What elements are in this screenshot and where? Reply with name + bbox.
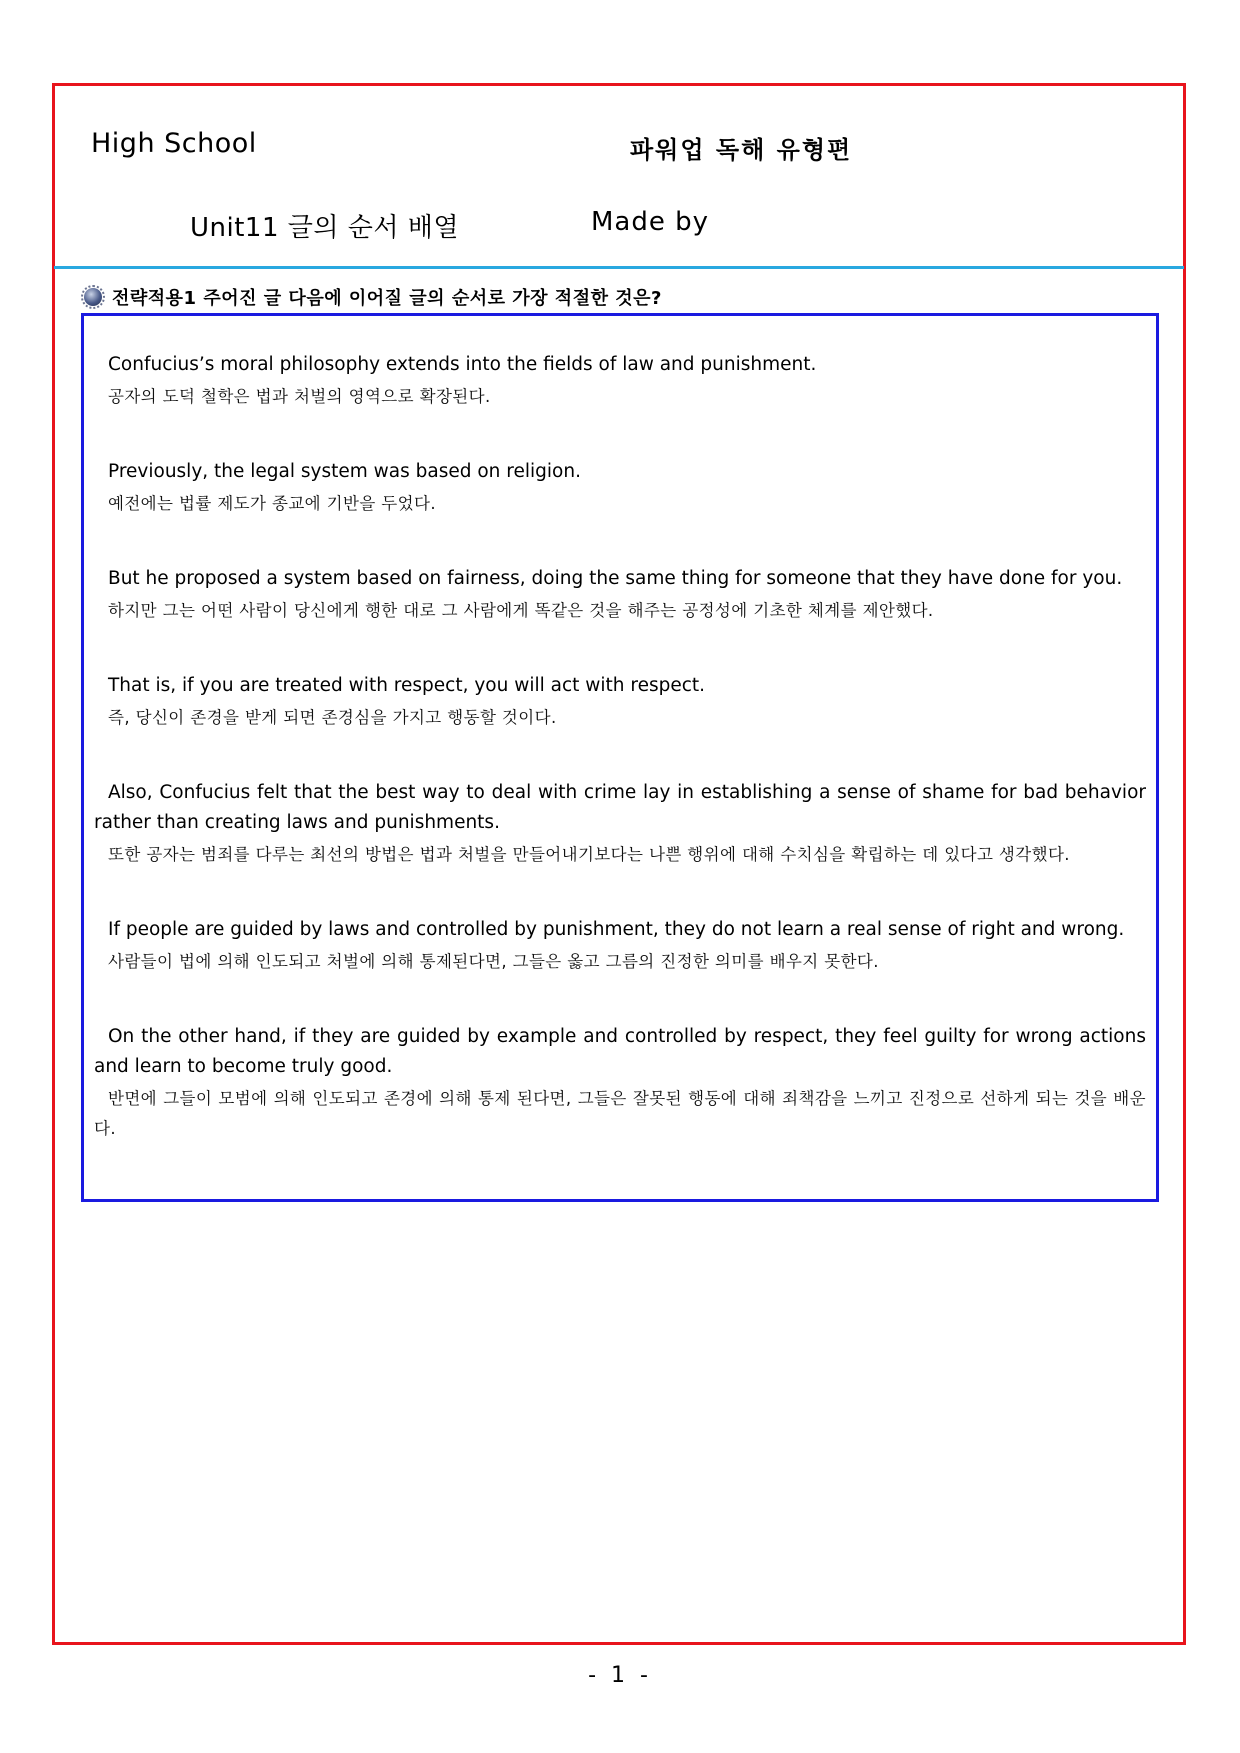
english-sentence: But he proposed a system based on fairness, doing the same thing for someone that they have done for you. (108, 568, 1123, 589)
english-sentence: That is, if you are treated with respect, you will act with respect. (108, 675, 706, 696)
passage-paragraph (94, 350, 1146, 412)
passage-paragraph (94, 564, 1146, 626)
passage-paragraph (94, 671, 1146, 733)
globe-bullet-icon (84, 288, 102, 306)
english-sentence: On the other hand, if they are guided by example and controlled by respect, they feel guilty for wrong actions and learn to become truly good. (94, 1026, 1146, 1077)
passage-paragraph (94, 1022, 1146, 1144)
unit-title: Unit11 글의 순서 배열 (190, 213, 460, 243)
english-sentence: Previously, the legal system was based on religion. (108, 461, 581, 482)
made-by-label: Made by (591, 207, 710, 237)
korean-translation: 사람들이 법에 의해 인도되고 처벌에 의해 통제된다면, 그들은 옳고 그름의 진정한 의미를 배우지 못한다. (108, 952, 879, 971)
header-divider (54, 266, 1184, 269)
korean-translation: 예전에는 법률 제도가 종교에 기반을 두었다. (108, 494, 436, 513)
passage-paragraph (94, 457, 1146, 519)
english-sentence: Confucius’s moral philosophy extends into the fields of law and punishment. (108, 354, 817, 375)
question-text: 전략적용1 주어진 글 다음에 이어질 글의 순서로 가장 적절한 것은? (112, 288, 662, 309)
book-title: 파워업 독해 유형편 (630, 136, 853, 164)
school-level-label: High School (91, 128, 257, 159)
korean-translation: 반면에 그들이 모범에 의해 인도되고 존경에 의해 통제 된다면, 그들은 잘못된 행동에 대해 죄책감을 느끼고 진정으로 선하게 되는 것을 배운다. (94, 1089, 1146, 1138)
korean-translation: 또한 공자는 범죄를 다루는 최선의 방법은 법과 처벌을 만들어내기보다는 나쁜 행위에 대해 수치심을 확립하는 데 있다고 생각했다. (108, 845, 1070, 864)
page-number: - 1 - (588, 1663, 652, 1688)
passage-box (81, 313, 1159, 1202)
korean-translation: 하지만 그는 어떤 사람이 당신에게 행한 대로 그 사람에게 똑같은 것을 해주는 공정성에 기초한 체계를 제안했다. (108, 601, 934, 620)
passage-paragraph (94, 778, 1146, 870)
korean-translation: 공자의 도덕 철학은 법과 처벌의 영역으로 확장된다. (108, 387, 491, 406)
english-sentence: Also, Confucius felt that the best way to deal with crime lay in establishing a sense of shame for bad behavior rather than creating laws and punishments. (94, 782, 1146, 833)
question-row (84, 284, 662, 310)
korean-translation: 즉, 당신이 존경을 받게 되면 존경심을 가지고 행동할 것이다. (108, 708, 557, 727)
english-sentence: If people are guided by laws and controlled by punishment, they do not learn a real sense of right and wrong. (108, 919, 1125, 940)
passage-paragraph (94, 915, 1146, 977)
